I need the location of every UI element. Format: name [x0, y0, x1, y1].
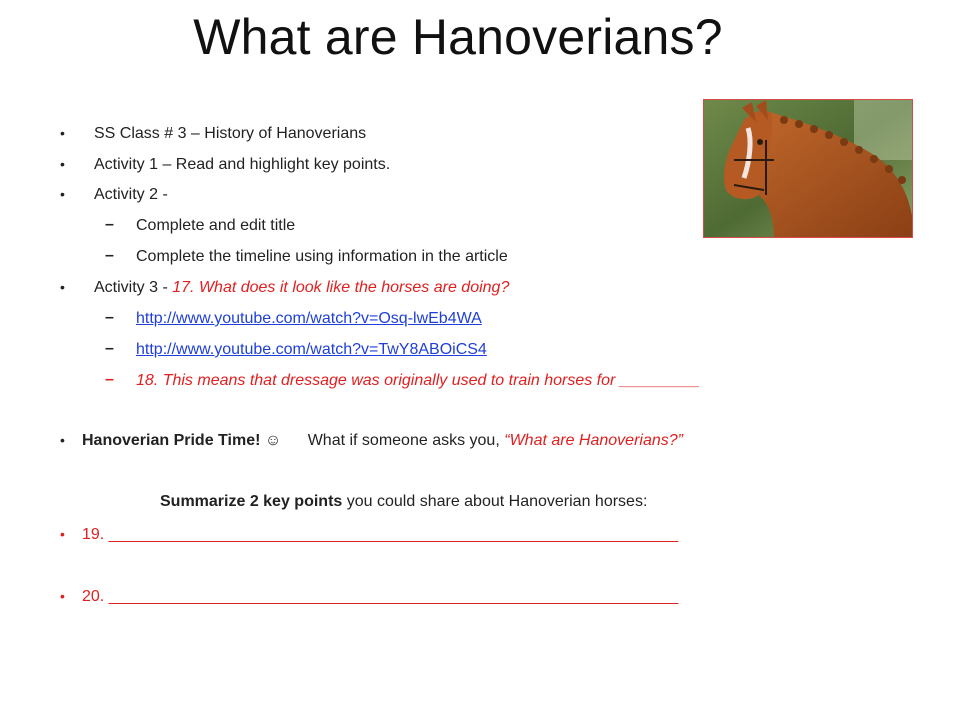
pride-question: What if someone asks you,	[307, 432, 500, 449]
bullet-marker: •	[60, 186, 65, 202]
bullet-marker: •	[60, 156, 65, 172]
dash-marker: –	[105, 309, 114, 326]
question-17: 17. What does it look like the horses are doing?	[172, 279, 510, 296]
summarize-line	[160, 492, 647, 512]
summarize-bold: Summarize 2 key points	[160, 493, 343, 510]
pride-quote: “What are Hanoverians?”	[504, 432, 683, 449]
pride-time-line	[82, 431, 683, 451]
bullet-marker: •	[60, 526, 65, 542]
pride-time-label: Hanoverian Pride Time!	[82, 432, 261, 449]
summarize-rest: you could share about Hanoverian horses:	[346, 493, 648, 510]
smiley-icon: ☺	[264, 432, 282, 449]
sub-timeline: Complete the timeline using information in the article	[136, 248, 508, 265]
bullet-activity-2: Activity 2 -	[94, 186, 168, 203]
horse-photo	[703, 99, 913, 238]
dash-marker: –	[105, 340, 114, 357]
question-18: 18. This means that dressage was originally used to train horses for _________	[136, 372, 700, 389]
dash-marker: –	[105, 216, 114, 233]
bullet-marker: •	[60, 588, 65, 604]
dash-marker: –	[105, 371, 114, 388]
bullet-marker: •	[60, 279, 65, 295]
activity-3-label: Activity 3 -	[94, 279, 168, 296]
bullet-activity-3	[94, 278, 509, 298]
bullet-ss-class: SS Class # 3 – History of Hanoverians	[94, 125, 367, 142]
horse-image	[704, 100, 913, 238]
sub-edit-title: Complete and edit title	[136, 217, 296, 234]
answer-19: 19. ________________________________________________________________	[82, 526, 679, 543]
bullet-activity-1: Activity 1 – Read and highlight key points.	[94, 156, 391, 173]
dash-marker: –	[105, 247, 114, 264]
bullet-marker: •	[60, 432, 65, 448]
youtube-link-2[interactable]: http://www.youtube.com/watch?v=TwY8ABOiCS4	[136, 341, 487, 358]
slide-title: What are Hanoverians?	[193, 9, 723, 65]
youtube-link-1[interactable]: http://www.youtube.com/watch?v=Osq-lwEb4WA	[136, 310, 482, 327]
bullet-marker: •	[60, 125, 65, 141]
answer-20: 20. ________________________________________________________________	[82, 588, 679, 605]
